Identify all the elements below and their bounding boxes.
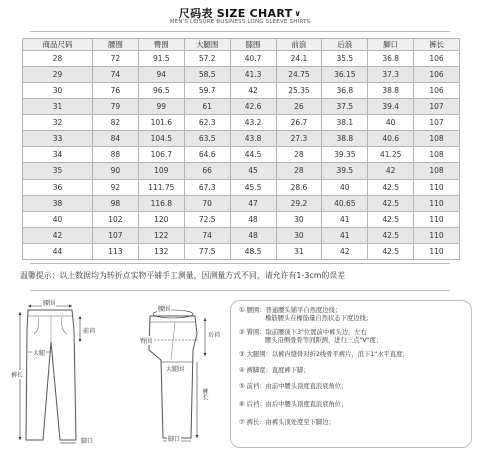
measurement-cell: 110 (414, 179, 460, 195)
table-row (23, 179, 460, 195)
measurement-cell: 30 (276, 211, 322, 227)
hip-label: 臀围 (140, 338, 153, 345)
measurement-cell: 42.5 (368, 211, 414, 227)
note-line: ⑦ 裤长：由裤头顶处度至下脚边； (239, 419, 335, 426)
measurement-cell: 42 (322, 243, 368, 259)
measurement-cell: 88 (93, 147, 139, 163)
measurement-cell: 74 (184, 227, 230, 243)
measurement-cell: 91.5 (138, 51, 184, 67)
size-cell: 35 (23, 163, 93, 179)
measurement-cell: 48 (230, 211, 276, 227)
measurement-cell: 108 (414, 163, 460, 179)
front-rise-label: 前裆 (83, 328, 96, 335)
header (0, 0, 480, 30)
size-table (22, 38, 460, 260)
measurement-cell: 107 (414, 115, 460, 131)
measurement-cell: 70 (184, 195, 230, 211)
thigh-label: 大腿围 (166, 366, 185, 373)
note-waist (239, 307, 372, 323)
measurement-cell: 101.6 (138, 115, 184, 131)
size-cell: 30 (23, 83, 93, 99)
measurement-cell: 24.1 (276, 51, 322, 67)
measurement-cell: 40 (322, 179, 368, 195)
tip-divider (30, 290, 450, 291)
back-view-diagram (125, 300, 225, 446)
note-line: ⑤ 前裆：由前中腰头顶度直浪底角位； (239, 383, 348, 390)
measurement-cell: 110 (414, 211, 460, 227)
hem-label: 脚口 (168, 436, 181, 443)
measurement-cell: 110 (414, 243, 460, 259)
measurement-cell: 41.3 (230, 67, 276, 83)
hem-label: 脚口 (81, 438, 94, 445)
measurement-cell: 67.3 (184, 179, 230, 195)
measurement-cell: 42.6 (230, 99, 276, 115)
measurement-cell: 109 (138, 163, 184, 179)
measurement-cell: 39.4 (368, 99, 414, 115)
size-cell: 34 (23, 147, 93, 163)
note-hip (239, 329, 382, 345)
measurement-cell: 92 (93, 179, 139, 195)
measurement-cell: 113 (93, 243, 139, 259)
measurement-cell: 84 (93, 131, 139, 147)
waist-label: 腰围 (158, 306, 171, 313)
measurement-cell: 74 (93, 67, 139, 83)
note-line: 腰头沿侧骨骨等间距测，进行三点"V"度； (265, 337, 383, 344)
measurement-cell: 108 (414, 131, 460, 147)
measurement-cell: 106 (414, 83, 460, 99)
measurement-cell: 108 (414, 147, 460, 163)
note-line: 橡筋腰头在橡筋量自然状态下度边线； (265, 315, 373, 322)
note-hem (239, 367, 310, 375)
measurement-cell: 48.5 (230, 243, 276, 259)
measurement-cell: 59.7 (184, 83, 230, 99)
measurement-cell: 29.2 (276, 195, 322, 211)
measurement-cell: 63.5 (184, 131, 230, 147)
table-row (23, 51, 460, 67)
measurement-cell: 82 (93, 115, 139, 131)
measurement-cell: 26.7 (276, 115, 322, 131)
measurement-cell: 36.8 (322, 83, 368, 99)
measurement-cell: 72.5 (184, 211, 230, 227)
size-cell: 32 (23, 115, 93, 131)
measurement-cell: 42.5 (368, 227, 414, 243)
length-label: 裤长 (201, 388, 208, 400)
size-cell: 28 (23, 51, 93, 67)
measurement-tip: 温馨提示：以上数据均为转折点实物平铺手工测量，因测量方式不同，请允许有1-3cm的误差 (20, 271, 346, 280)
measurement-cell: 120 (138, 211, 184, 227)
measurement-cell: 43.8 (230, 131, 276, 147)
size-cell: 31 (23, 99, 93, 115)
measurement-cell: 27.3 (276, 131, 322, 147)
measurement-cell: 64.6 (184, 147, 230, 163)
size-cell: 42 (23, 227, 93, 243)
measurement-cell: 61 (184, 99, 230, 115)
table-row (23, 131, 460, 147)
measurement-cell: 30 (276, 227, 322, 243)
measurement-cell: 107 (93, 227, 139, 243)
measurement-cell: 62.3 (184, 115, 230, 131)
measurement-cell: 72 (93, 51, 139, 67)
note-front-rise (239, 383, 347, 391)
column-header: 裤长 (414, 39, 460, 51)
measurement-cell: 99 (138, 99, 184, 115)
size-cell: 38 (23, 195, 93, 211)
table-row (23, 195, 460, 211)
measurement-cell: 40.6 (368, 131, 414, 147)
measurement-cell: 106 (414, 67, 460, 83)
measurement-cell: 41.25 (368, 147, 414, 163)
measurement-cell: 38.8 (368, 83, 414, 99)
measurement-cell: 28 (276, 163, 322, 179)
column-header: 前浪 (276, 39, 322, 51)
measurement-cell: 40 (368, 115, 414, 131)
measurement-cell: 39.5 (322, 163, 368, 179)
measurement-cell: 104.5 (138, 131, 184, 147)
measurement-cell: 42.5 (368, 179, 414, 195)
table-divider (30, 263, 450, 264)
table-row (23, 163, 460, 179)
title-text: 尺码表 SIZE CHART (178, 7, 293, 20)
measurement-cell: 116.8 (138, 195, 184, 211)
note-line: ② 臀围：取前腰顶下3"位置前中裤头边，左右 (239, 329, 367, 336)
table-row (23, 83, 460, 99)
measurement-cell: 106.7 (138, 147, 184, 163)
size-cell: 29 (23, 67, 93, 83)
measurement-cell: 26 (276, 99, 322, 115)
measurement-cell: 76 (93, 83, 139, 99)
size-table-container (22, 38, 460, 260)
measurement-cell: 48 (230, 227, 276, 243)
length-label: 裤长 (11, 372, 24, 379)
note-thigh (239, 351, 409, 359)
measurement-cell: 25.35 (276, 83, 322, 99)
size-cell: 40 (23, 211, 93, 227)
note-line: ④ 裤脚宽：直度裤下脚； (239, 367, 310, 374)
table-row (23, 243, 460, 259)
front-trousers-icon (10, 300, 110, 446)
measurement-cell: 57.2 (184, 51, 230, 67)
back-rise-label: 后裆 (208, 332, 221, 339)
measurement-cell: 44.5 (230, 147, 276, 163)
size-cell: 44 (23, 243, 93, 259)
waist-label: 腰围 (43, 300, 56, 307)
measurement-cell: 38.8 (322, 131, 368, 147)
measurement-cell: 42.5 (368, 195, 414, 211)
column-header: 膝围 (230, 39, 276, 51)
table-row (23, 147, 460, 163)
note-back-rise (239, 401, 347, 409)
measurement-cell: 96.5 (138, 83, 184, 99)
column-header: 腰围 (93, 39, 139, 51)
table-row (23, 67, 460, 83)
measurement-cell: 36.8 (368, 51, 414, 67)
measurement-cell: 45.5 (230, 179, 276, 195)
measurement-cell: 38.1 (322, 115, 368, 131)
note-length (239, 419, 335, 427)
measurement-cell: 42 (368, 163, 414, 179)
measurement-cell: 42 (230, 83, 276, 99)
measurement-cell: 102 (93, 211, 139, 227)
column-header: 臀围 (138, 39, 184, 51)
measurement-cell: 28 (276, 147, 322, 163)
note-line: ③ 大腿围：以裤内缝骨对折2线骨平裤片，浪下1"水平直度； (239, 351, 409, 358)
measurement-cell: 40.7 (230, 51, 276, 67)
measurement-cell: 132 (138, 243, 184, 259)
column-header: 后浪 (322, 39, 368, 51)
measurement-cell: 110 (414, 227, 460, 243)
measurement-cell: 58.5 (184, 67, 230, 83)
measurement-cell: 35.5 (322, 51, 368, 67)
measurement-cell: 94 (138, 67, 184, 83)
measurement-cell: 43.2 (230, 115, 276, 131)
measurement-cell: 79 (93, 99, 139, 115)
back-trousers-icon (125, 300, 225, 446)
column-header: 脚口 (368, 39, 414, 51)
table-row (23, 115, 460, 131)
table-row (23, 99, 460, 115)
measurement-cell: 90 (93, 163, 139, 179)
measurement-cell: 111.75 (138, 179, 184, 195)
measurement-cell: 31 (276, 243, 322, 259)
measurement-cell: 37.5 (322, 99, 368, 115)
measurement-cell: 36.15 (322, 67, 368, 83)
column-header: 商品尺码 (23, 39, 93, 51)
measurement-cell: 107 (414, 99, 460, 115)
measurement-cell: 47 (230, 195, 276, 211)
measurement-cell: 77.5 (184, 243, 230, 259)
measurement-cell: 41 (322, 227, 368, 243)
measurement-cell: 28.6 (276, 179, 322, 195)
table-header-row (23, 39, 460, 51)
size-cell: 33 (23, 131, 93, 147)
measurement-cell: 42.5 (368, 243, 414, 259)
measurement-cell: 122 (138, 227, 184, 243)
measurement-notes (230, 300, 472, 448)
measurement-cell: 98 (93, 195, 139, 211)
column-header: 大腿围 (184, 39, 230, 51)
note-line: ① 腰围：普通腰头铺平自然度边线； (239, 307, 342, 314)
measurement-cell: 39.35 (322, 147, 368, 163)
measurement-cell: 45 (230, 163, 276, 179)
front-view-diagram (10, 300, 110, 446)
table-row (23, 211, 460, 227)
measurement-cell: 66 (184, 163, 230, 179)
note-line: ⑥ 后裆：由后中腰头顶度直浪底角位； (239, 401, 348, 408)
page-subtitle: MEN'S LEISURE BUSINESS LONG SLEEVE SHIRTS (169, 19, 311, 25)
measurement-cell: 106 (414, 51, 460, 67)
measurement-cell: 37.3 (368, 67, 414, 83)
table-row (23, 227, 460, 243)
measurement-cell: 24.75 (276, 67, 322, 83)
chevron-down-icon: ∨ (294, 9, 302, 18)
header-divider (30, 31, 450, 32)
size-cell: 36 (23, 179, 93, 195)
measurement-cell: 41 (322, 211, 368, 227)
measurement-cell: 110 (414, 195, 460, 211)
measurement-cell: 40.65 (322, 195, 368, 211)
thigh-label: 大腿 (33, 350, 46, 357)
